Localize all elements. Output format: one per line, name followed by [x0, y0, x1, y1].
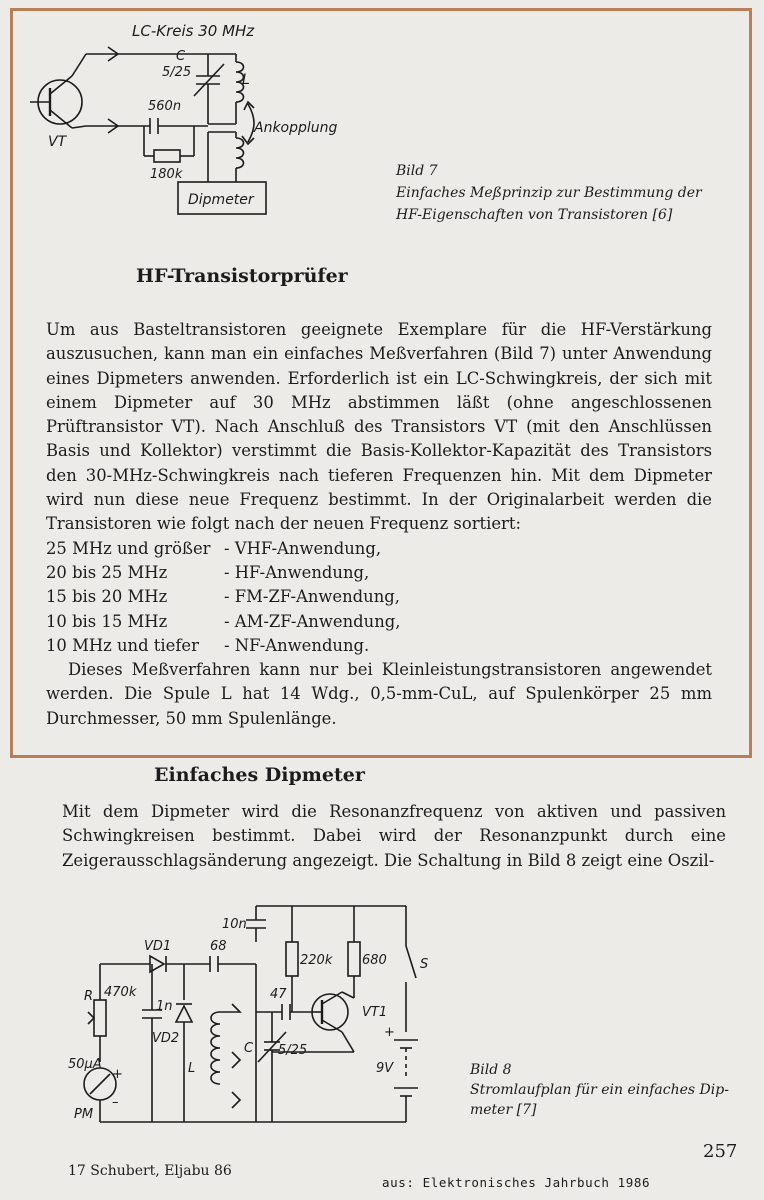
figure8-circuit [60, 892, 440, 1132]
label-meter-plus: + [112, 1067, 123, 1082]
figure8-caption-number: Bild 8 [470, 1062, 512, 1078]
label-l: L [242, 72, 250, 88]
label-220k: 220k [300, 953, 333, 968]
figure8-caption-line2: meter [7] [470, 1102, 537, 1118]
label-l: L [188, 1061, 196, 1076]
section1-closing: Dieses Meßverfahren kann nur bei Kleinleistungstransistoren angewendet werden. Die Spule L hat 14 Wdg., 0,5-mm-CuL, auf Spulenkörper 25 mm Durchmesser, 50 mm Spulenlänge. [46, 660, 712, 728]
list-item: 15 bis 20 MHz - FM-ZF-Anwendung, [46, 587, 400, 607]
footer-signature: 17 Schubert, Eljabu 86 [68, 1163, 232, 1179]
label-10n: 10n [222, 917, 247, 932]
label-plus: + [384, 1025, 395, 1040]
label-c-value: 5/25 [162, 65, 192, 80]
figure8-caption [470, 1060, 750, 1120]
label-c: C [176, 49, 186, 64]
section2-paragraph: Mit dem Dipmeter wird die Resonanzfrequenz von aktiven und passiven Schwingkreisen bestimmt. Dabei wird der Resonanzpunkt durch eine Zeigerausschlagsänderung angezeigt. Die Schaltung in Bild 8 zeigt eine Oszil- [62, 802, 726, 870]
label-c: C [244, 1041, 254, 1056]
section1-body [46, 318, 712, 731]
label-r: R [84, 989, 94, 1004]
label-ankopplung: Ankopplung [254, 120, 338, 136]
label-vt1: VT1 [362, 1005, 388, 1020]
label-s: S [420, 957, 429, 972]
label-50ua: 50µA [68, 1057, 102, 1072]
label-470k: 470k [104, 985, 137, 1000]
source-note: aus: Elektronisches Jahrbuch 1986 [382, 1175, 651, 1190]
section2-body [62, 800, 726, 873]
list-item: 25 MHz und größer - VHF-Anwendung, [46, 538, 382, 558]
figure7-caption-line1: Einfaches Meßprinzip zur Bestimmung der [396, 185, 702, 201]
frequency-list [46, 537, 712, 658]
label-47: 47 [270, 987, 287, 1002]
list-item: 10 bis 15 MHz - AM-ZF-Anwendung, [46, 611, 401, 631]
label-meter-minus: – [112, 1095, 119, 1110]
list-item: 20 bis 25 MHz - HF-Anwendung, [46, 562, 370, 582]
figure7-caption-number: Bild 7 [396, 163, 438, 179]
section2-heading: Einfaches Dipmeter [154, 764, 365, 786]
label-dipmeter: Dipmeter [188, 192, 254, 208]
section1-paragraph: Um aus Basteltransistoren geeignete Exemplare für die HF-Verstärkung auszusuchen, kann man ein einfaches Meßverfahren (Bild 7) unter Anwendung eines Dipmeters anwenden. Erforderlich ist ein LC-Schwingkreis, der sich mit einem Dipmeter auf 30 MHz abstimmen läßt (ohne angeschlossenen Prüftransistor VT). Nach Anschluß des Transistors VT (mit den Anschlüssen Basis und Kollektor) verstimmt die Basis-Kollektor-Kapazität des Transistors den 30-MHz-Schwingkreis nach tieferen Frequenzen hin. Mit dem Dipmeter wird nun diese neue Frequenz bestimmt. In der Originalarbeit werden die Transistoren wie folgt nach der neuen Frequenz sortiert: [46, 320, 712, 534]
figure8-caption-line1: Stromlaufplan für ein einfaches Dip- [470, 1082, 729, 1098]
label-1n: 1n [156, 999, 173, 1014]
label-180k: 180k [150, 167, 183, 182]
label-vd1: VD1 [144, 939, 172, 954]
page-number: 257 [703, 1141, 738, 1162]
label-pm: PM [74, 1107, 94, 1122]
label-9v: 9V [376, 1061, 394, 1076]
label-5-25: 5/25 [278, 1043, 308, 1058]
figure7-caption-line2: HF-Eigenschaften von Transistoren [6] [396, 207, 673, 223]
label-68: 68 [210, 939, 227, 954]
section1-heading: HF-Transistorprüfer [136, 265, 348, 287]
label-680: 680 [362, 953, 387, 968]
figure7-circuit [28, 14, 348, 234]
label-vd2: VD2 [152, 1031, 180, 1046]
list-item: 10 MHz und tiefer - NF-Anwendung. [46, 635, 370, 655]
label-vt: VT [48, 134, 67, 150]
label-560n: 560n [148, 99, 182, 114]
figure7-caption [396, 160, 736, 226]
label-lc-kreis: LC-Kreis 30 MHz [132, 22, 255, 40]
